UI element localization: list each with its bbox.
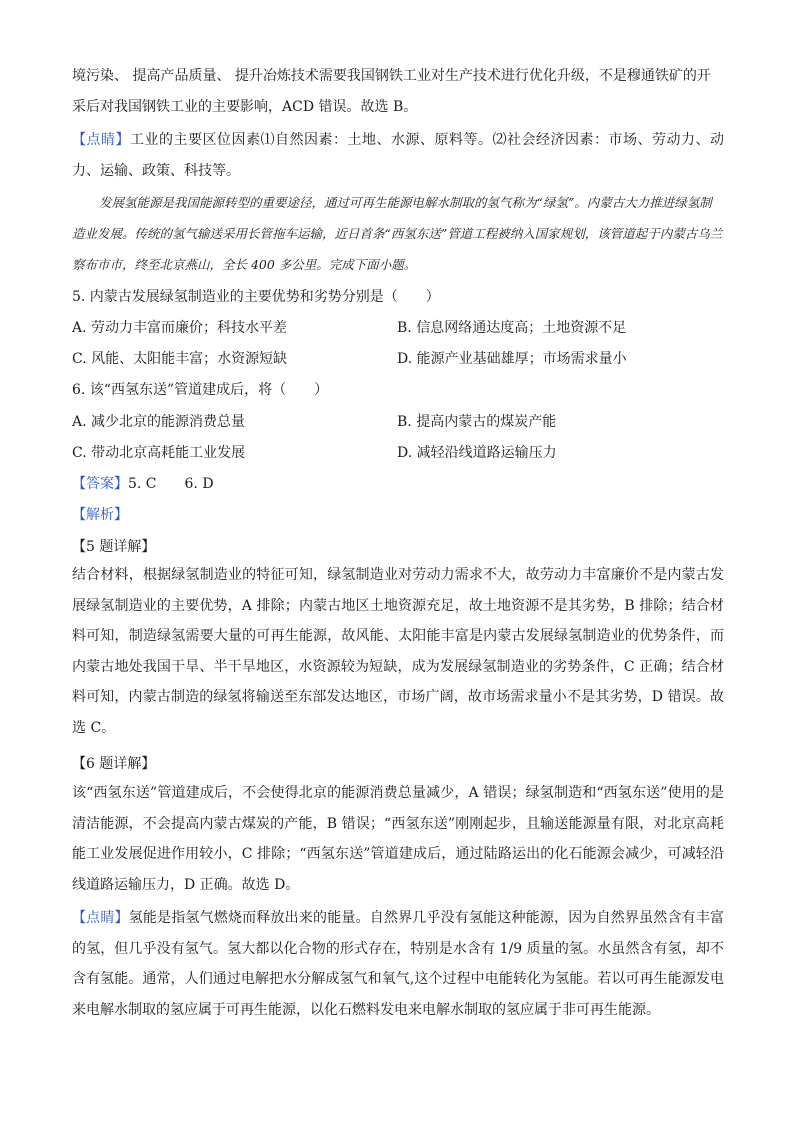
analysis-tag: 【解析】: [72, 507, 128, 523]
q6-option-c: C. 带动北京高耗能工业发展: [72, 445, 246, 461]
q6-option-a: A. 减少北京的能源消费总量: [72, 414, 246, 430]
question-5-stem: 5. 内蒙古发展绿氢制造业的主要优势和劣势分别是（ ）: [72, 289, 440, 305]
point-text-2: 氢能是指氢气燃烧而释放出来的能量。自然界几乎没有氢能这种能源，因为自然界虽然含有丰富的氢，但几乎没有氢气。氢大都以化合物的形式存在，特别是水含有 1/9 质量的氢。水虽然含有氢，却不含有氢能。通常，人们通过电解把水分解成氢气和氧气,这个过程中电能转化为氢能。若以可再生能源发电来电解水制取的氢应属于可再生能源，以化石燃料发电来电解水制取的氢应属于非可再生能源。: [72, 910, 725, 1018]
point-tag-2: 【点睛】: [72, 910, 129, 926]
q5-option-b: B. 信息网络通达度高；土地资源不足: [397, 320, 627, 336]
detail-6-heading: 【6 题详解】: [72, 756, 156, 772]
q5-option-d: D. 能源产业基础雄厚；市场需求量小: [397, 351, 627, 367]
answer-text: 5. C 6. D: [128, 476, 214, 492]
q5-option-c: C. 风能、太阳能丰富；水资源短缺: [72, 351, 288, 367]
point-text: 工业的主要区位因素⑴自然因素：土地、水源、原料等。⑵社会经济因素：市场、劳动力、动力、运输、政策、科技等。: [72, 132, 724, 179]
q5-option-a: A. 劳动力丰富而廉价；科技水平差: [72, 320, 288, 336]
intro-line-1: 境污染、 提高产品质量、 提升冶炼技术需要我国钢铁工业对生产技术进行优化升级，不是穆通铁矿的开: [72, 68, 711, 84]
point-note-1: [72, 125, 724, 186]
detail-5-heading: 【5 题详解】: [72, 539, 156, 555]
q6-option-b: B. 提高内蒙古的煤炭产能: [397, 414, 557, 430]
q6-option-d: D. 减轻沿线道路运输压力: [397, 445, 557, 461]
point-note-2: [72, 903, 724, 1025]
answer-tag: 【答案】: [72, 476, 128, 492]
detail-6-text: 该“西氢东送”管道建成后，不会使得北京的能源消费总量减少，A 错误；绿氢制造和“西氢东送”使用的是清洁能源，不会提高内蒙古煤炭的产能，B 错误；“西氢东送”刚刚起步，且输送能源量有限，对北京高耗能工业发展促进作用较小，C 排除；“西氢东送”管道建成后，通过陆路运出的化石能源会减少，可减轻沿线道路运输压力，D 正确。故选 D。: [72, 785, 724, 893]
reading-passage: 发展氢能源是我国能源转型的重要途径，通过可再生能源电解水制取的氢气称为“绿氢”。内蒙古大力推进绿氢制造业发展。传统的氢气输送采用长管拖车运输，近日首条“西氢东送”管道工程被纳入国家规划，该管道起于内蒙古乌兰察布市市，终至北京燕山，全长 400 多公里。完成下面小题。: [72, 195, 723, 272]
detail-5-text: 结合材料，根据绿氢制造业的特征可知，绿氢制造业对劳动力需求不大，故劳动力丰富廉价不是内蒙古发展绿氢制造业的主要优势，A 排除；内蒙古地区土地资源充足，故土地资源不是其劣势，B 排除；结合材料可知，制造绿氢需要大量的可再生能源，故风能、太阳能丰富是内蒙古发展绿氢制造业的优势条件，而内蒙古地处我国干旱、半干旱地区，水资源较为短缺，成为发展绿氢制造业的劣势条件，C 正确；结合材料可知，内蒙古制造的绿氢将输送至东部发达地区，市场广阔，故市场需求量小不是其劣势，D 错误。故选 C。: [72, 567, 724, 736]
intro-line-2: 采后对我国钢铁工业的主要影响，ACD 错误。故选 B。: [72, 99, 418, 115]
point-tag: 【点睛】: [72, 132, 130, 148]
answer-line: [72, 473, 214, 493]
question-6-stem: 6. 该“西氢东送”管道建成后，将（ ）: [72, 382, 329, 398]
